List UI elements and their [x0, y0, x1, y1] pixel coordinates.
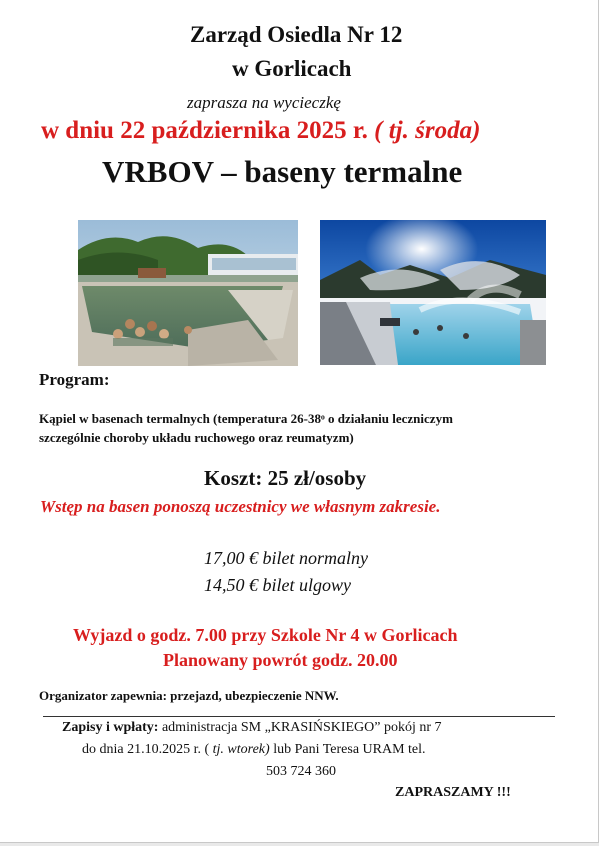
ticket-normal: 17,00 € bilet normalny — [204, 548, 368, 568]
destination-title: VRBOV – baseny termalne — [102, 154, 463, 189]
registration-label: Zapisy i wpłaty: — [62, 720, 159, 735]
organizer-info: Organizator zapewnia: przejazd, ubezpieczenie NNW. — [39, 688, 339, 703]
photo-winter-pool — [320, 220, 546, 365]
trip-date-main: w dniu 22 października 2025 r. — [41, 117, 375, 144]
registration-contact: lub Pani Teresa URAM tel. — [269, 742, 426, 757]
cost-label: Koszt: 25 zł/osoby — [204, 466, 367, 490]
departure-info: Wyjazd o godz. 7.00 przy Szkole Nr 4 w Gorlicach — [73, 625, 458, 645]
program-description-line2: szczególnie choroby układu ruchowego oraz reumatyzm) — [39, 430, 354, 445]
trip-date — [41, 117, 480, 145]
registration-deadline: do dnia 21.10.2025 r. ( — [82, 742, 213, 757]
divider — [43, 716, 555, 717]
organization-title: Zarząd Osiedla Nr 12 — [190, 22, 403, 47]
photo-outdoor-pool — [78, 220, 298, 366]
registration-phone: 503 724 360 — [266, 764, 336, 779]
return-info: Planowany powrót godz. 20.00 — [163, 650, 398, 670]
program-description-line1: Kąpiel w basenach termalnych (temperatura 26-38ᵒ o działaniu leczniczym — [39, 411, 453, 426]
entry-fee-note: Wstęp na basen ponoszą uczestnicy we własnym zakresie. — [40, 497, 441, 516]
registration-weekday: tj. wtorek) — [212, 742, 270, 757]
registration-location: administracja SM „KRASIŃSKIEGO” pokój nr 7 — [158, 720, 442, 735]
organization-location: w Gorlicach — [232, 56, 352, 81]
invitation-line: zaprasza na wycieczkę — [187, 93, 341, 112]
registration-line1 — [62, 720, 442, 736]
ticket-reduced: 14,50 € bilet ulgowy — [204, 575, 351, 595]
registration-line2 — [82, 742, 426, 758]
trip-weekday: ( tj. środa) — [374, 117, 481, 144]
program-label: Program: — [39, 370, 110, 389]
closing-invitation: ZAPRASZAMY !!! — [395, 785, 511, 800]
